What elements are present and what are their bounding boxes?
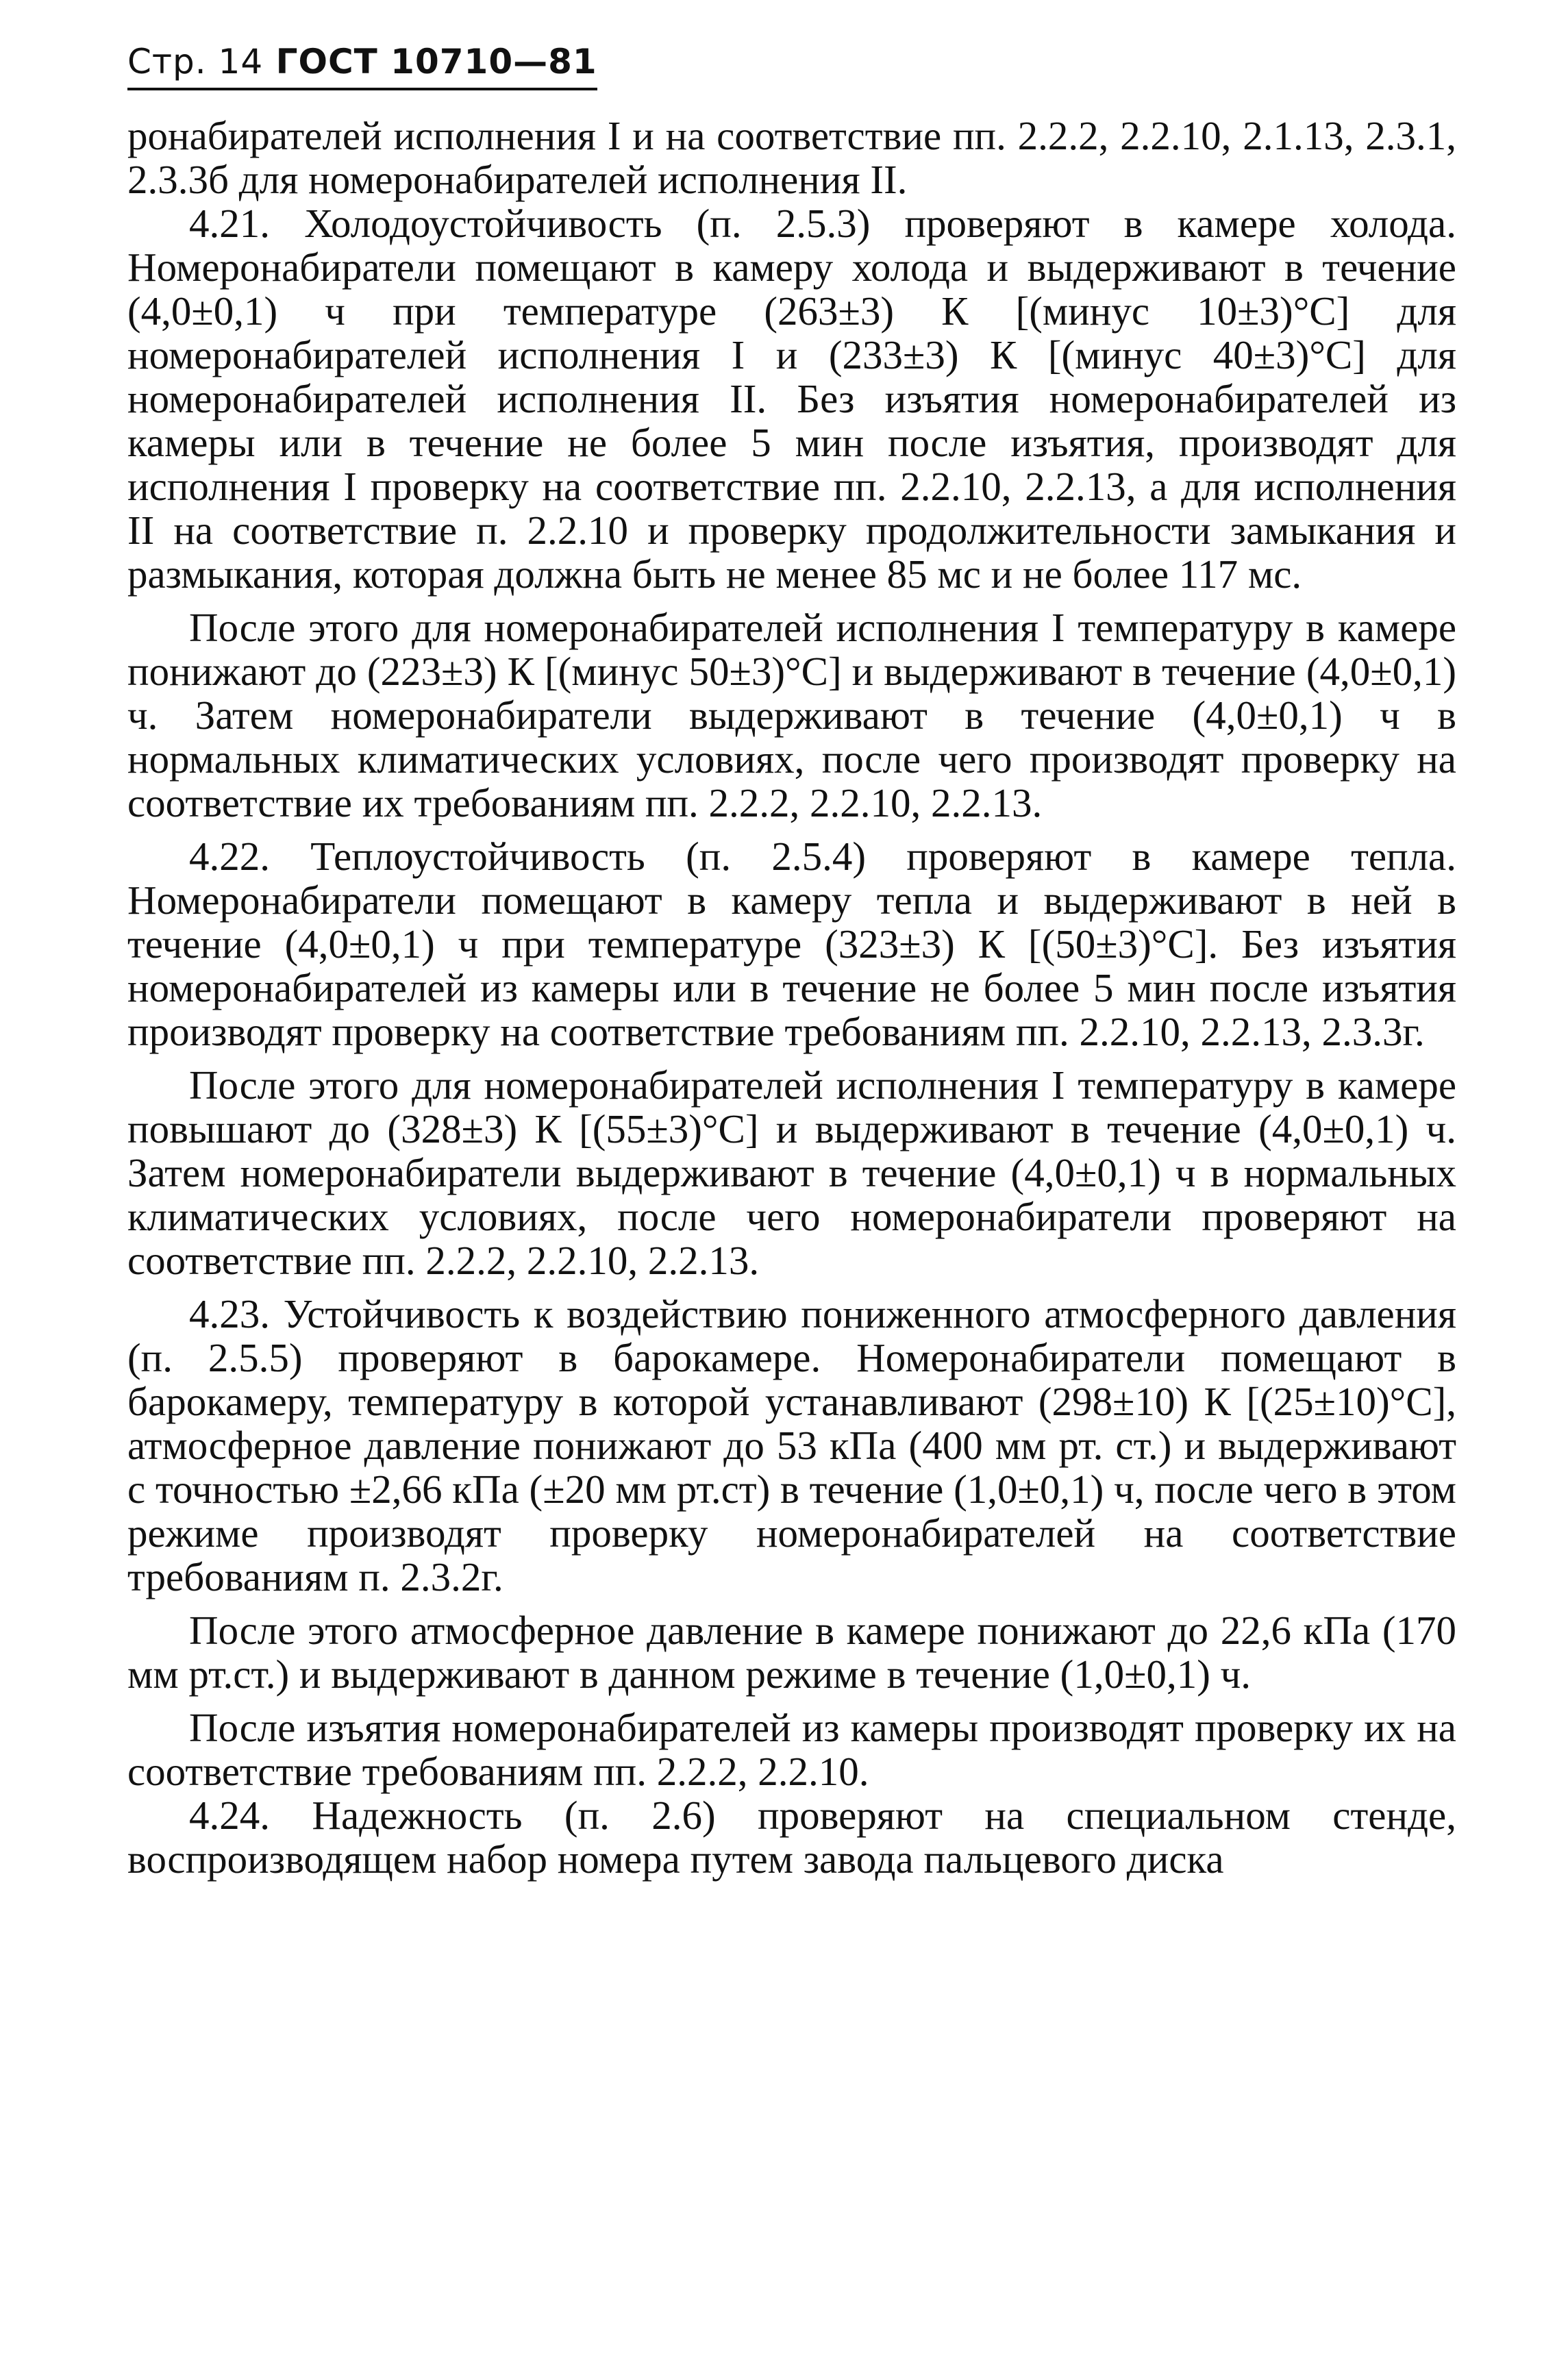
standard-code: ГОСТ 10710—81 <box>275 42 597 82</box>
paragraph-continuation: ронабирателей исполнения I и на соответствие пп. 2.2.2, 2.2.10, 2.1.13, 2.3.1, 2.3.3б для номеронабирателей исполнения II. <box>127 113 1456 202</box>
paragraph-4-24: 4.24. Надежность (п. 2.6) проверяют на специальном стенде, воспроизводящем набор номера путем завода пальцевого диска <box>127 1793 1456 1882</box>
paragraph-4-23: 4.23. Устойчивость к воздействию пониженного атмосферного давления (п. 2.5.5) проверяют в барокамере. Номеронабиратели помещают в барокамеру, температуру в которой устанавливают (298±10) К [(25±10)°С], атмосферное давление понижают до 53 кПа (400 мм рт. ст.) и выдерживают с точностью ±2,66 кПа (±20 мм рт.ст) в течение (1,0±0,1) ч, после чего в этом режиме производят проверку номеронабирателей на соответствие требованиям п. 2.3.2г. <box>127 1291 1456 1599</box>
paragraph-4-21-cont: После этого для номеронабирателей исполнения I температуру в камере понижают до (223±3) К [(минус 50±3)°С] и выдерживают в течение (4,0±0,1) ч. Затем номеронабиратели выдерживают в течение (4,0±0,1) ч в нормальных климатических условиях, после чего производят проверку на соответствие их требованиям пп. 2.2.2, 2.2.10, 2.2.13. <box>127 605 1456 825</box>
paragraph-4-21: 4.21. Холодоустойчивость (п. 2.5.3) проверяют в камере холода. Номеронабиратели помещают в камеру холода и выдерживают в течение (4,0±0,1) ч при температуре (263±3) К [(минус 10±3)°С] для номеронабирателей исполнения I и (233±3) К [(минус 40±3)°С] для номеронабирателей исполнения II. Без изъятия номеронабирателей из камеры или в течение не более 5 мин после изъятия, производят для исполнения I проверку на соответствие пп. 2.2.10, 2.2.13, а для исполнения II на соответствие п. 2.2.10 и проверку продолжительности замыкания и размыкания, которая должна быть не менее 85 мс и не более 117 мс. <box>127 201 1456 597</box>
paragraph-4-22-cont: После этого для номеронабирателей исполнения I температуру в камере повышают до (328±3) К [(55±3)°С] и выдерживают в течение (4,0±0,1) ч. Затем номеронабиратели выдерживают в течение (4,0±0,1) ч в нормальных климатических условиях, после чего номеронабиратели проверяют на соответствие пп. 2.2.2, 2.2.10, 2.2.13. <box>127 1062 1456 1283</box>
page-header <box>127 38 597 90</box>
paragraph-4-23-end: После изъятия номеронабирателей из камеры производят проверку их на соответствие требованиям пп. 2.2.2, 2.2.10. <box>127 1705 1456 1794</box>
document-body <box>127 114 1456 1881</box>
paragraph-4-23-cont: После этого атмосферное давление в камере понижают до 22,6 кПа (170 мм рт.ст.) и выдерживают в данном режиме в течение (1,0±0,1) ч. <box>127 1608 1456 1697</box>
document-page <box>127 38 1456 1881</box>
page-number: Стр. 14 <box>127 42 264 82</box>
paragraph-4-22: 4.22. Теплоустойчивость (п. 2.5.4) проверяют в камере тепла. Номеронабиратели помещают в камеру тепла и выдерживают в ней в течение (4,0±0,1) ч при температуре (323±3) К [(50±3)°С]. Без изъятия номеронабирателей из камеры или в течение не более 5 мин после изъятия производят проверку на соответствие требованиям пп. 2.2.10, 2.2.13, 2.3.3г. <box>127 834 1456 1054</box>
